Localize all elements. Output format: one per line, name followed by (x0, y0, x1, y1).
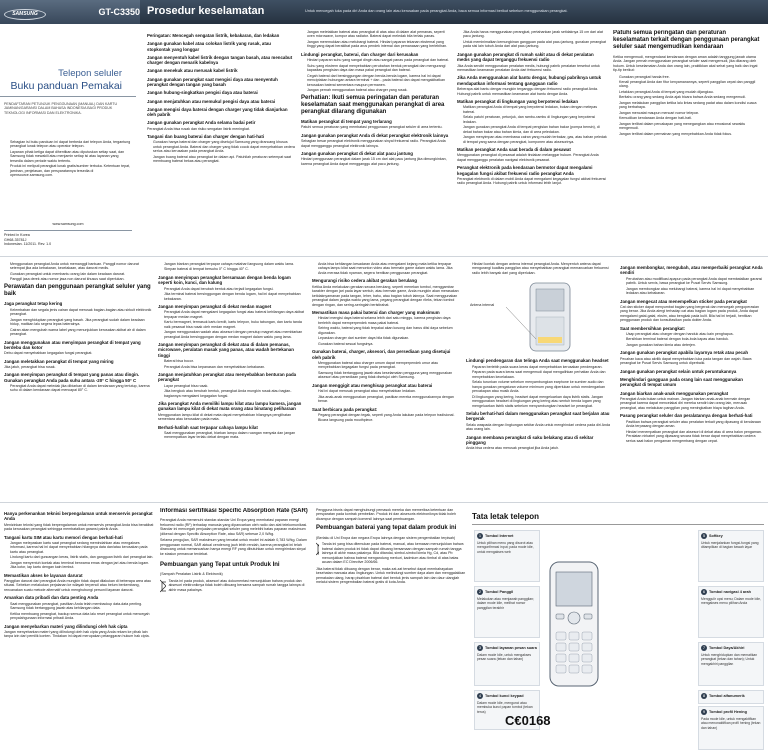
body-text: Jika jatuh, perangkat bisa rusak. (4, 364, 56, 369)
weee-bin-icon (160, 579, 166, 593)
body-text: Beberapa alat bantu dengar mungkin terganggu dengan frekuensi radio perangkat Anda. Hubungi pabrik untuk memastikan keamanan alat bantu dengar Anda. (457, 87, 599, 96)
list-item: • Hindari kontak dengan antena internal perangkat Anda. Menyentuh antena dapat mengurangi kualitas panggilan atau menyebabkan perangkat memancarkan frekuensi radio lebih banyak dari yang diperlukan. (472, 262, 614, 275)
list-item: • Jangan membongkar atau melubangi baterai, karena hal ini dapat menyebabkan ledakan atau kebakaran. (626, 287, 764, 296)
cover-title-line2: Buku panduan Pemakai (10, 79, 122, 92)
section-heading: Peringatan: Mencegah sengatan listrik, kebakaran, dan ledakan (147, 33, 280, 38)
subheading: Jangan gunakan kabel atau colokan listrik yang rusak, atau stopkontak yang longgar (147, 41, 271, 52)
key-number: 6 (702, 589, 706, 594)
website-link[interactable]: www.samsung.com (52, 222, 84, 226)
list-item: • Hindari mengisi daya baterai selama lebih dari satu minggu, karena pengisian daya berlebih dapat memperpendek masa pakai baterai. (318, 316, 460, 325)
list-item: • Gunakan perangkat untuk membantu orang lain dalam keadaan darurat. (10, 272, 152, 276)
phone-diagram (544, 560, 604, 690)
list-item: • Saat menggunakan perangkat, biarkan lampu dalam ruangan menyala dan jangan menempatkan layar terlalu dekat dengan mata. (164, 431, 306, 440)
list-item: • Jangan buang baterai atau perangkat ke dalam api. Patuhilah peraturan setempat saat membuang baterai bekas atau perangkat. (153, 155, 295, 164)
body-text: Jika Anda sendiri menggunakan peralatan medis, hubungi pabrik peralatan tersebut untuk memastikan keamanan peralatan Anda dari frekuensi radio. (457, 63, 600, 72)
key-number: 4 (478, 693, 482, 698)
body-text: Hindari penggunaan perangkat dalam jarak 15 cm dari alat pacu jantung jika dimungkinkan, karena perangkat Anda dapat mengganggu alat pacu jantung. (301, 157, 447, 166)
key-title: Tombol layanan pesan suara (485, 646, 537, 650)
list-item: • Layar perangkat bisa rusak. (164, 384, 306, 388)
subheading: Jangan gunakan perangkat di dekat alat pacu jantung (301, 151, 413, 157)
list-item: • Perangkat Anda dapat berubah bentuk atau terjadi kegagalan fungsi. (164, 287, 306, 291)
cover-title-line1: Telepon seluler (58, 68, 122, 79)
subheading: Lindungi perangkat, baterai, dan charger dari kerusakan (301, 51, 419, 57)
antenna-label: Antena internal (470, 303, 495, 308)
body-text: Anda bisa cedera atau merusak perangkat jika Anda jatuh. (466, 446, 560, 451)
subheading: Memastikan akses ke layanan darurat (4, 572, 83, 578)
list-item: • Gunakan baterai sesuai fungsinya. (318, 342, 460, 346)
subheading: Jangan menggunakan atau menyimpan perangkat di tempat yang berdebu dan kotor (4, 339, 141, 350)
body-text: Patuhi semua peraturan yang membatasi penggunaan perangkat seluler di area tertentu. (301, 125, 443, 130)
list-item: • Paparan berlebih pada suara keras dapat menyebabkan kerusakan pendengaran. (472, 365, 614, 369)
list-item: • Selalu patuhi peraturan, petunjuk, dan rambu-rambu di lingkungan yang berpotensi ledakan. (463, 115, 607, 124)
list-item: • Matikan perangkat Anda di tempat yang berpotensi ledakan, bukan dengan melepas baterai. (463, 105, 607, 114)
list-item: • Seiring waktu, baterai yang tidak terpakai akan kosong dan harus diisi daya sebelum digunakan. (318, 326, 460, 335)
subheading: Matikan perangkat di tempat yang terlarang (301, 119, 392, 125)
list-item: • Baterai bisa bocor. (164, 359, 306, 363)
key-description: Dalam mode Idle, mengunci atau membuka kunci papan tombol (tekan terus) (477, 701, 533, 714)
subheading: Jika Anda menggunakan alat bantu dengar, hubungi pabriknya untuk mendapatkan informasi tentang gangguan radio (457, 75, 602, 86)
list-item: • Menggunakan baterai atau charger umum dapat memperpendek umur atau menyebabkan kegagalan fungsi pada perangkat. (318, 361, 460, 370)
list-item: • Lepaskan charger dari sumber daya bila tidak digunakan. (318, 336, 460, 340)
key-number: 8 (702, 693, 706, 698)
middle-column-4 (466, 262, 614, 498)
key-description: Dalam mode Idle, untuk mengakses pesan suara (tekan dan tahan) (477, 653, 532, 662)
subheading: Jangan menjatuhkan perangkat atau menyebabkan benturan pada perangkat (158, 371, 297, 383)
key-title: Tombol Panggil (485, 590, 514, 594)
key-item-3 (474, 642, 540, 686)
row-divider (0, 502, 768, 503)
cover-bullet: • Produk ini meliputi perangkat lunak gratis/sumber terbuka. Ketentuan tepat, jaminan, penjelasan, dan persyaratannya tersedia di opensource.samsung.com. (10, 164, 132, 177)
key-number: 9 (702, 709, 706, 714)
key-description: Untuk menjalankan fungsi-fungsi yang ditampilkan di bagian bawah layar (701, 541, 759, 550)
key-description: Melakukan atau menjawab panggilan; dalam mode Idle, melihat nomor panggilan terakhir (477, 597, 534, 610)
subheading: Jangan menyimpan perangkat bersamaan dengan benda logam seperti koin, kunci, dan kalung (158, 274, 291, 286)
subheading: Jangan menekuk atau merusak kabel listrik (147, 68, 238, 74)
section-heading: Pembuangan baterai yang tepat dalam produk ini (316, 525, 457, 532)
key-title: Tombol alfanumerik (709, 694, 745, 698)
subheading: Jika perangkat Anda memiliki lampu kilat atau lampu kamera, jangan gunakan lampu kilat di dekat mata orang atau binatang peliharaan (158, 401, 302, 412)
middle-column-3 (312, 262, 460, 498)
key-description: Menggulir opsi menu; Dalam mode Idle, mengakses menu pilihan Anda (701, 597, 761, 606)
list-item: • Gunakan perangkat handa free. (619, 75, 763, 79)
list-item: • Jangan terlibat dalam permainan yang menyebabkan Anda tidak fokus. (619, 132, 763, 136)
list-item: • Perubahan atau modifikasi apapun pada perangkat Anda dapat membatalkan garansi pabrik. Untuk servis, bawa perangkat ke Pusat Servis Samsung. (626, 277, 764, 286)
bottom-column-2 (160, 508, 310, 752)
list-item: • Perangkat Anda bisa kepanasan dan menyebabkan kebakaran. (164, 365, 306, 369)
key-item-2 (474, 586, 540, 638)
subheading: Jangan gunakan perangkat Anda di dekat perangkat elektronik lainnya (301, 132, 449, 138)
key-title: Tombol Internet (485, 534, 514, 538)
list-item: • Jangan meremukkan atau melubangi baterai. Hindari paparan tekanan eksternal yang tinggi yang dapat berakibat pada arus pendek internal dan pemanasan yang berlebihan. (307, 40, 451, 49)
body-text: Selalu waspada dengan lingkungan sekitar Anda untuk menghindari cedera pada diri Anda atau orang lain. (466, 422, 611, 432)
body-text: Ketika mengemudi, mengendarai kendaraan dengan aman adalah tanggung jawab utama Anda. Jangan pernah menggunakan perangkat seluler saat mengemudi, jika dilarang oleh hukum. Untuk keselamatan Anda dan orang lain, praktikkan akal sehat yang baik dan ingat tip-tip berikut: (613, 54, 758, 73)
phone-antenna-illustration (466, 277, 614, 355)
document-code: GH68-35781J (4, 237, 27, 242)
list-item: • Suhu yang ekstrem dapat menyebabkan perubahan bentuk perangkat dan mengurangi kapasitas pengisian daya dan masa pakai perangkat dan baterai. (307, 64, 451, 73)
list-item: • Saat menggunakan perangkat, pastikan Anda telah membackup data-data penting. Samsung tidak bertanggung jawab atas kehilangan data. (10, 602, 154, 611)
key-title: Tombol kunci keypad (485, 694, 524, 698)
subheading: Pasang perangkat seluler dan peralatannya dengan berhati-hati (620, 413, 753, 419)
list-item: • Jangan menyentuh kontak atau terminal berwarna emas dengan jari atau benda logam. Jika kotor, lap kartu dengan kain lembut. (10, 561, 154, 570)
subheading: Jangan gunakan perangkat di rumah sakit atau di dekat peralatan medis yang dapat terganggu frekuensi radio (457, 51, 594, 63)
body-text: (Sampah Peralatan Listrik & Elektronik) (160, 572, 223, 577)
list-item: • Jika bengkok atau berubah bentuk, perangkat Anda mungkin rusak atau bagian-bagiannya mengalami kegagalan fungsi. (164, 389, 306, 398)
section-heading: Informasi sertifikasi Specific Absorption Rate (SAR) (160, 508, 308, 514)
subheading: Jangan gunakan perangkat selain untuk peruntukannya (620, 368, 737, 374)
body-text: Pengguna bisnis dapat menghubungi pemasok mereka dan memeriksa ketentuan dan persyaratan pada kontrak pembelian. Produk ini dan aksesoris elektroniknya tidak boleh dicampur dengan sampah komersil lainnya saat pembuangan. (316, 508, 457, 521)
list-item: • Perangkat Anda dapat mengalami kegagalan fungsi atau baterai kehilangan daya akibat terpapar medan magnet. (164, 310, 306, 319)
header-note: Untuk mencegah luka pada diri Anda dan orang lain atau kerusakan pada perangkat Anda, baca semua informasi berikut sebelum menggunakan perangkat. (305, 9, 568, 13)
list-item: • Cegah baterai dari bersinggungan dengan benda-benda logam, karena hal ini dapat menciptakan hubungan antara terminal + dan - pada baterai dan dapat mengakibatkan kerusakan baterai sementara maupun permanen. (307, 74, 451, 87)
list-item: • Jangan menyimpan atau membawa cairan yang mudah terbakar, gas, atau bahan peledak di tempat yang sama dengan perangkat, komponen atau aksesorinya. (463, 135, 607, 144)
section-heading: Perhatian: Ikuti semua peringatan dan peraturan keselamatan saat menggunakan perangkat di area perangkat dilarang digunakan (301, 94, 445, 115)
row-divider (0, 256, 768, 257)
subheading: Jangan mengecat atau menempelkan sticker pada perangkat (620, 298, 747, 304)
list-item: • Beritahu orang yang sedang Anda ajak bicara bahwa Anda sedang mengemudi. (619, 95, 763, 99)
body-text: Selama pengujian, SAR maksimum yang tercatat untuk model ini adalah 0,783 W/kg. Dalam penggunaan normal, SAR aktual cenderung jauh lebih rendah, karena perangkat ini telah dirancang untuk memancarkan hanya energi RF yang dibutuhkan untuk mengirimkan sinyal ke stasiun pemancar terdekat. (160, 538, 307, 556)
list-item: • Lindungi kartu dari guncangan keras, listrik statis, dan gangguan listrik dari perangkat lain. (10, 555, 154, 559)
list-item: • Ketika membuang perangkat, backup semua data lalu reset perangkat untuk mencegah penyalahgunaan informasi pribadi Anda. (10, 612, 154, 621)
list-item: • Kemudikan kendaraan Anda dengan hati-hati. (619, 116, 763, 120)
key-number: 1 (478, 533, 482, 538)
list-item: • Pegang perangkat dengan tegak, seperti yang Anda lakukan pada telepon tradisional. (318, 413, 460, 417)
key-title: Tombol profil Hening (709, 710, 747, 714)
body-text: Perangkat Anda bisa rusak dan risiko sengatan listrik meningkat. (147, 126, 250, 131)
body-text: Menizinkan teknisi yang tidak berpengalaman untuk menservis perangkat Anda bisa berakibat pada kerusakan perangkat sehingga membatalkan garansi pabrik Anda. (4, 522, 154, 532)
key-description: Untuk pilihan menu yang disorot atau mengonfirmasi input; pada mode idle, untuk mengakses web (477, 541, 534, 554)
section-heading: Patuhi semua peringatan dan peraturan keselamatan terkait dengan penggunaan perangkat seluler saat mengemudikan kendaraan (613, 30, 760, 51)
list-item: • Jangan melakukan panggilan ketika lalu lintas sedang padat atau dalam kondisi cuaca yang berbahaya. (619, 101, 763, 110)
list-item: • Jika Anda harus menggunakan perangkat, pertahankan jarak setidaknya 15 cm dari alat pacu jantung. (463, 30, 607, 39)
subheading: Mengurangi risiko cedera akibat gerakan berulang (312, 278, 417, 284)
list-item: • Simpan baterai di tempat bersuhu 0° C hingga 40° C. (164, 267, 306, 271)
subheading: Selalu berhati-hati dalam menggunakan perangkat saat berjalan atau bergerak (466, 411, 610, 422)
body-text: Debu dapat menyebabkan kegagalan fungsi perangkat. (4, 351, 93, 356)
antenna-figure (466, 277, 614, 355)
body-text: Perangkat elektronik di dalam mobil Anda dapat mengalami kegagalan fungsi akibat frekuensi radio perangkat Anda. Hubungi pabrik untuk informasi lebih lanjut. (457, 176, 607, 186)
subheading: Jangan gunakan perangkat saat mengisi daya atau menyentuh perangkat dengan tangan yang basah (147, 76, 278, 87)
subheading: Jangan menyimpan perangkat di dekat medan magnet (158, 303, 272, 309)
layout-title: Tata letak telepon (472, 512, 539, 521)
cover-bullet: • Layanan pihak ketiga dapat dihentikan atau diputuskan setiap saat, dan Samsung tidak mewakili atau menjamin setiap isi atau layanan yang tersedia dalam periode waktu tertentu. (10, 150, 132, 163)
section-heading: Pembuangan yang Tepat untuk Produk Ini (160, 562, 280, 569)
list-item: • Jangan meletakkan baterai atau perangkat di atas atau di dalam alat pemanas, seperti oven microwave, kompor atau radiator. Baterai dapat meledak bila terlalu panas. (307, 30, 451, 39)
subheading: Perangkat elektronik pada kendaraan bermotor dapat mengalami kegagalan fungsi akibat frekuensi radio perangkat Anda (457, 165, 593, 176)
list-item: • Kartu bermagnet, termasuk kartu kredit, kartu telepon, buku tabungan, dan kartu tanda naik pesawat bisa rusak oleh medan magnet. (164, 320, 306, 329)
body-text: Menggunakan lampu kilat di dekat mata dapat menyebabkan hilangnya penglihatan sementara atau kerusakan pada mata. (158, 412, 292, 422)
cover-divider (0, 96, 136, 97)
subheading: Jangan mengisi daya baterai dengan charger yang tidak dianjurkan oleh pabrik (147, 106, 288, 118)
cover-bullets (4, 140, 132, 180)
body-text: Panggilan darurat dari perangkat Anda mungkin tidak dapat dilakukan di beberapa area atau situasi. Sebelum melakukan perjalanan ke wilayah terpencil atau belum berkembang, rencanakan suatu metode alternatif untuk menghubungi personil layanan darurat. (4, 579, 152, 592)
cover-footer (4, 222, 132, 247)
subheading: Jangan meletakkan perangkat di tempat yang miring (4, 358, 114, 364)
list-item: • Jika anak-anak menggunakan perangkat, pastikan mereka menggunakannya dengan benar. (318, 395, 460, 404)
key-title: Softkey (709, 534, 723, 538)
subheading: Jangan hubung-singkatkan pengisi daya atau baterai (147, 90, 258, 96)
list-item: • Menggunakan perangkat Anda untuk memanggil bantuan. Panggil nomor darurat setempat jika ada kebakaran, kecelakaan, atau darurat medis. (10, 262, 152, 271)
list-item: • Anda bisa kehilangan kesadaran Anda atau mengalami kejang mata ketika terpapar cahaya lampu kilat saat menonton video atau bermain game dalam waktu lama. Jika Anda merasa tidak nyaman, segera hentikan penggunaan perangkat. (318, 262, 460, 275)
list-item: • Jika terminal baterai bersinggungan dengan benda logam, hal ini dapat menyebabkan kebakaran. (164, 292, 306, 301)
bottom-column-3 (316, 508, 466, 752)
list-item: • Jangan gunakan bahan kimia atau deterjen. (626, 343, 764, 347)
list-item: • Perangkat Anda dapat meledak jika dibiarkan di dalam kendaraan yang tertutup, karena suhu di dalam kendaraan dapat mencapai 80° C. (10, 384, 152, 393)
subheading: Gunakan baterai, charger, aksesori, dan persediaan yang disetujui oleh pabrik (312, 349, 451, 360)
body-text: (Berlaku di Uni Eropa dan negara Eropa lainnya dengan sistem pengembalian terpisah) (316, 535, 456, 540)
edition-text: Indonesian. 11/2011. Rev. 1.0 (4, 242, 52, 247)
subheading: Jangan menyimpan perangkat di dekat atau di dalam pemanas, microwave, peralatan masak yang panas, atau wadah bertekanan tinggi (158, 342, 294, 358)
list-item: • Letakkan perangkat Anda di tempat yang mudah dijangkau. (619, 90, 763, 94)
list-item: • Jangan mencatat maupun mencari nomor telepon. (619, 111, 763, 115)
body-text: Jika baterai tidak dibuang dengan benar, maka zat-zat tersebut dapat membahayakan kesehatan manusia atau lingkungan. Untuk melindungi sumber daya alam dan menggalakkan pemakaian ulang, harap pisahkan baterai dari bentuk jenis sampah lain dan daur ulanglah melalui sistem pengembalian baterai gratis di kota Anda. (316, 566, 466, 584)
list-item: • Samsung tidak bertanggung jawab atas keselamatan pengguna yang menggunakan aksesori atau persediaan yang tidak disetujui oleh Samsung. (318, 371, 460, 380)
subheading: Tangani dan buang baterai dan charger dengan hati-hati (147, 134, 265, 140)
battery-bin-icon (316, 542, 319, 556)
key-number: 2 (478, 589, 482, 594)
subheading: Lindungi pendengaran dan telinga Anda saat menggunakan headset (466, 358, 609, 364)
subheading: Matikan perangkat di lingkungan yang berpotensi ledakan (457, 99, 579, 104)
top-column-1 (147, 30, 295, 254)
subheading: Tangani kartu SIM atau kartu memori dengan berhati-hati (4, 534, 123, 540)
key-number: 7 (702, 645, 706, 650)
cover-title (0, 68, 122, 93)
list-item: • Gunakan hanya baterai dan charger yang disetujui Samsung yang dirancang khusus untuk perangkat Anda. Baterai dan charger yang tidak cocok dapat menyebabkan cedera serius atau kerusakan pada perangkat Anda. (153, 140, 295, 153)
list-item: • Jangan pernah menggunakan baterai atau charger yang rusak. (307, 88, 451, 92)
top-column-2 (301, 30, 451, 254)
list-item: • Kenali perangkat Anda dan fitur kenyamanannya, seperti panggilan cepat dan panggil ulang. (619, 80, 763, 89)
cover-bullet: • Sebagian isi buku panduan ini dapat berbeda dari telepon Anda, tergantung perangkat lunak telepon atau operator telepon. (10, 140, 132, 149)
subheading: Jaga perangkat tetap kering (4, 301, 63, 307)
section-heading: Perawatan dan penggunaan perangkat seluler yang baik (4, 283, 151, 298)
subheading: Jangan menyimpan perangkat di tempat yang panas atau dingin. Gunakan perangkat Anda pada suhu antara -20° C hingga 50° C (4, 372, 140, 383)
subheading: Memastikan masa pakai baterai dan charger yang maksimum (312, 310, 440, 316)
key-item-9 (698, 706, 764, 750)
key-item-7 (698, 642, 764, 686)
list-item: • Paparan pada suara keras saat mengemudi dapat mengalihkan perhatian Anda dan menyebabkan kecelakaan. (472, 370, 614, 379)
middle-column-2 (158, 262, 306, 498)
key-description: Untuk menghidupkan dan mematikan perangkat (tekan dan tahan); Untuk mengakhiri panggilan (701, 653, 758, 666)
list-item: • Hindari menempatkan perangkat dan aksesori di dekat atau di area balon pengaman. Peralatan nirkabel yang dipasang secara tidak benar dapat menyebabkan cedera serius saat balon pengaman mengembang dengan cepat. (626, 430, 764, 443)
cover-intro: PENDAFTARAN PETUNJUK PENGGUNAAN (MANUAL) DAN KARTU JAMINAN/GARANSI DALAM BAHASA INDONESIA BAGI PRODUK TEKNOLOGI INFORMASI DAN ELEKTRONIKA. (4, 102, 118, 115)
subheading: Jangan menyebarkan materi yang dilindungi oleh hak cipta (4, 623, 128, 629)
list-item: • Bersihkan terminal baterai dengan bola-bola kapas atau handuk. (626, 337, 764, 341)
list-item: • Bicara langsung pada mouthpiece. (318, 418, 460, 422)
subheading: Jangan membongkar, mengubah, atau memperbaiki perangkat Anda sendiri (620, 265, 763, 276)
body-text: Ketika Anda melakukan gerakan secara berulang, seperti menekan tombol, menggambar karakter dengan jari pada layar sentuh, atau bermain game, Anda mungkin akan merasakan ketidaknyamanan pada tangan, leher, bahu, atau bagian tubuh lainnya. Saat menggunakan perangkat dalam jangka waktu yang lama, pegang perangkat dengan rileks, tekan tombol dengan ringan, dan sering-seringlah beristirahat. (312, 284, 459, 307)
model-number: GT-C3350 (98, 7, 140, 17)
body-text: Perangkat Anda bukan untuk mainan. Jangan biarkan anak-anak bermain dengan perangkat karena dapat mencelakai diri mereka sendiri dan orang lain, merusak perangkat, atau melakukan panggilan yang meningkatkan biaya tagihan Anda. (620, 396, 751, 410)
list-item: • Jangan menggunakan wadah atau aksesori dengan penutup magnet atau membiarkan perangkat Anda bersinggungan dengan medan magnet dalam waktu yang lama. (164, 330, 306, 339)
list-item: • Hindari paparan suhu yang sangat dingin atau sangat panas pada perangkat dan baterai. (307, 58, 451, 62)
list-item: • Hal ini dapat merusak perangkat atau menyebabkan ledakan. (318, 389, 460, 393)
list-item: • Jangan melepaskan kartu saat perangkat sedang memindahkan atau mengakses informasi, karena hal ini dapat menyebabkan hilangnya data dan/atau kerusakan pada kartu atau perangkat. (10, 541, 154, 554)
ce-mark: C€0168 (505, 713, 551, 728)
subheading: Berhati-hatilah saat terpapar cahaya lampu kilat (158, 424, 258, 430)
list-item: • Usap perangkat atau charger dengan handuk atau kain penghapus. (626, 332, 764, 336)
middle-column-5 (620, 262, 764, 498)
body-text: Sebagian besar perangkat elektronik menggunakan sinyal frekuensi radio. Perangkat Anda dapat mengganggu perangkat elektronik lainnya. (301, 139, 446, 148)
subheading: Jangan biarkan anak-anak menggunakan perangkat (620, 390, 729, 396)
body-text: Pecahan kaca atau akrilik dapat menyebabkan luka pada tangan dan wajah. Bawa perangkat ke Pusat Servis Samsung untuk diperbaiki. (620, 356, 752, 366)
subheading: Amankan data pribadi dan data penting Anda (4, 595, 99, 601)
bottom-column-1 (4, 508, 154, 752)
subheading: Hanya perkenankan teknisi berpengalaman untuk menservis perangkat Anda (4, 511, 153, 522)
footer-divider (4, 230, 132, 231)
body-text: Perangkat Anda memenuhi standar-standar Uni Eropa yang membatasi paparan energi frekuensi radio (RF) terhadap manusia yang dipancarkan oleh radio dan alat telekomunikasi. Standar ini mencegah penjualan perangkat seluler yang melebihi batas paparan maksimum (dikenal dengan Specific Absorption Rate, atau SAR) sebesar 2,0 W/kg. (160, 518, 308, 536)
top-column-4 (613, 30, 763, 254)
subheading: Jangan menjatuhkan atau memukul pengisi daya atau baterai (147, 98, 276, 104)
key-title: Tombol Daya/Akhiri (709, 646, 745, 650)
body-text: Menggunakan perangkat di pesawat adalah tindakan melanggar hukum. Perangkat Anda dapat mengganggu peralatan navigasi elektronik pesawat. (457, 153, 599, 162)
key-number: 5 (702, 533, 706, 538)
key-number: 3 (478, 645, 482, 650)
key-item-6 (698, 586, 764, 638)
top-column-3 (457, 30, 607, 254)
key-item-1 (474, 530, 540, 582)
list-item: • Pastikan bahwa perangkat seluler atau peralatan terkait yang dipasang di kendaraan Anda terpasang dengan aman. (626, 420, 764, 429)
body-text: Tanda ini yang bisa ditemukan pada baterai, manual, atau kemasan menunjukkan bahwa baterai dalam produk ini tidak dapat dibuang bersamaan dengan sampah rumah tangga lainnya di akhir masa pakainya. Bila ditandai, simbol-simbol kimia Hg, Cd, atau Pb menunjukkan bahwa baterai mengandung merkuri, kadmium atau timbal di atas batas acuan dalam EC Directive 2006/66. (321, 542, 464, 565)
list-item: • Kelembaban dan segala jenis cairan dapat merusak bagian-bagian atau sirkuit elektronik perangkat. (10, 308, 152, 317)
list-item: • Jangan terlibat dalam percakapan yang menegangkan atau emosional sewaktu mengemudi. (619, 122, 763, 131)
subheading: Jangan menggigit atau menghisap perangkat atau baterai (312, 382, 433, 388)
subheading: Jangan gunakan perangkat Anda selama badai petir (147, 120, 256, 126)
key-item-8 (698, 690, 764, 704)
list-item: • Selalu turunkan volume sebelum menyambungkan earphone ke sumber audio dan hanya gunakan pengaturan volume minimum yang diperlukan untuk mendengarkan percakapan atau musik Anda. (472, 380, 614, 393)
printed-text: Printed in Korea (4, 233, 30, 238)
key-description: Pada mode Idle, untuk mengaktifkan atau menonaktifkan profil hening (tekan dan tahan) (701, 717, 761, 730)
body-text: Tanda ini pada produk, aksesori atau dokumentasi menunjukkan bahwa produk dan aksesori elektroniknya tidak boleh dibuang bersama sampah rumah tangga lainnya di akhir masa pakainya. (168, 578, 305, 592)
list-item: • Jangan menghidupkan perangkat yang basah. Jika perangkat sudah dalam keadaan hidup, matikan lalu segera lepas baterainya. (10, 318, 152, 327)
brand-logo: SAMSUNG (4, 9, 46, 20)
list-item: • Jangan gunakan perangkat Anda di tempat pengisian bahan bakar (pompa bensin), di dekat bahan bakar atau bahan kimia, dan di area peledakan. (463, 125, 607, 134)
key-item-5 (698, 530, 764, 582)
list-item: • Panggil jasa derek atau nomor jasa non darurat khusus saat diperlukan. (10, 277, 152, 281)
subheading: Saat membersihkan perangkat: (620, 325, 686, 331)
subheading: Jangan gunakan perangkat apabila layarnya retak atau pecah (620, 350, 749, 356)
subheading: Matikan perangkat Anda saat berada di dalam pesawat (457, 147, 571, 153)
subheading: Saat berbicara pada perangkat: (312, 406, 378, 412)
body-text: Cat dan sticker dapat menyumbat bagian yang bergerak dan mencegah pengoperasian yang benar. Jika Anda alergi terhadap cat atau bagian logam pada produk, Anda dapat mengalami gatal-gatal, eksim, atau bengkak pada kulit. Bila hal ini terjadi, hentikan penggunaan produk dan konsultasikan pada dokter Anda. (620, 304, 760, 323)
subheading: Jangan membawa perangkat di saku belakang atau di sekitar pinggang (466, 434, 594, 445)
list-item: • Cairan akan mengubah warna label yang menunjukkan kerusakan akibat air di dalam perangkat. (10, 328, 152, 337)
list-item: • Untuk meminimalkan kemungkinan gangguan pada alat pacu jantung, gunakan perangkat pada sisi lain tubuh Anda dari alat pacu jantung. (463, 40, 607, 49)
subheading: Jangan menyentuh kabel listrik dengan tangan basah, atau mencabut charger dengan menarik kabelnya (147, 54, 293, 66)
body-text: Jangan menyebarkan materi yang dilindungi oleh hak cipta yang Anda rekam ke pihak lain tanpa izin dari pemilik konten. Tindakan ini dapat merupakan pelanggaran hukum hak cipta. (4, 629, 150, 639)
layout-divider (472, 524, 764, 525)
middle-column-1 (4, 262, 152, 498)
page-title: Prosedur keselamatan (147, 5, 265, 17)
list-item: • Di lingkungan yang kering, headset dapat mengeluarkan daya listrik statis. Jangan menggunakan headset di lingkungan yang kering atau sentuh benda logam yang mengeluarkan listrik statis sebelum menyambungkan headset ke perangkat. (472, 395, 614, 408)
list-item: • Jangan biarkan perangkat terpapar cahaya matahari langsung dalam waktu lama. (164, 262, 306, 266)
key-title: Tombol navigasi 4 arah (709, 590, 751, 594)
subheading: Menghindari gangguan pada orang lain saat menggunakan perangkat di tempat umum (620, 376, 743, 388)
